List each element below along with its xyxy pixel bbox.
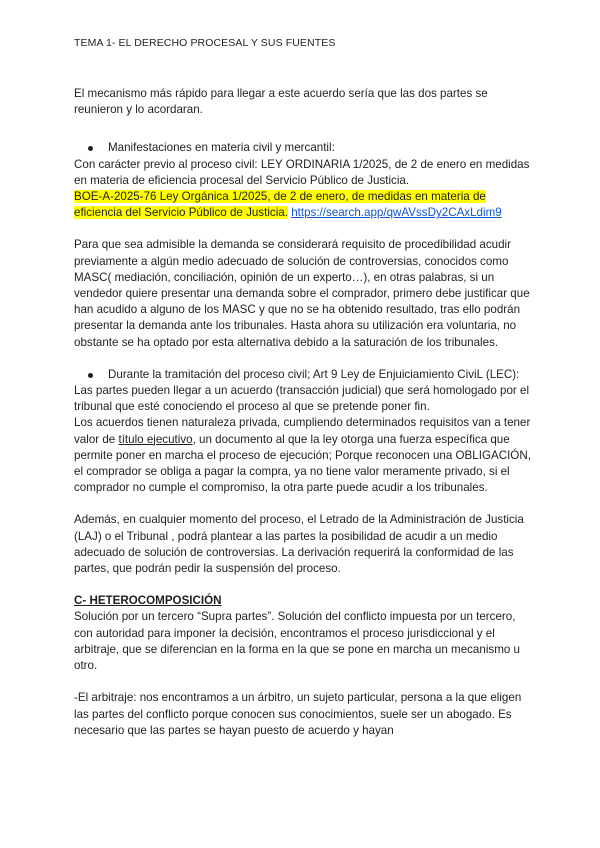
paragraph-partes: Las partes pueden llegar a un acuerdo (transacción judicial) que será homologado por el tribunal que esté conociendo el proceso al que se pretende poner fin. [74, 384, 530, 414]
paragraph-acuerdos [74, 415, 534, 496]
document-body [74, 86, 534, 739]
bullet-tramitacion [74, 367, 534, 383]
paragraph-ademas: Además, en cualquier momento del proceso, el Letrado de la Administración de Justicia (LAJ) o el Tribunal , podrá plantear a las partes la posibilidad de acudir a un medio adecuado de solución de controversias. La derivación requerirá la conformidad de las partes, que podrán pedir la suspensión del proceso. [74, 513, 524, 576]
titulo-ejecutivo: título ejecutivo [118, 432, 193, 446]
paragraph-admisible: Para que sea admisible la demanda se considerará requisito de procedibilidad acudir previamente a algún medio adecuado de solución de controversias, conocidos como MASC( mediación, conciliación, opinión de un experto…), en otras palabras, si un vendedor quiere presentar una demanda sobre el comprador, primero debe justificar que han acudido a alguno de los MASC y que no se ha obtenido resultado, tras ello podrán presentar la demanda ante los tribunales. Hasta ahora su utilización era voluntaria, no obstante se ha optado por esta alternativa debido a la saturación de los tribunales. [74, 238, 530, 349]
paragraph-solucion: Solución por un tercero “Supra partes”. Solución del conflicto impuesta por un tercero, con autoridad para imponer la decisión, encontramos el proceso jurisdiccional y el arbitraje, que se diferencian en la forma en la que se pone en marcha un mecanismo u otro. [74, 610, 520, 673]
bullet-civil-text: Manifestaciones en materia civil y mercantil: [108, 141, 335, 155]
bullet-civil-mercantil [74, 140, 534, 156]
heading-heterocomposicion: C- HETEROCOMPOSICIÓN [74, 594, 222, 608]
bullet-tramitacion-text: Durante la tramitación del proceso civil; Art 9 Ley de Enjuiciamiento CiviL (LEC): [108, 367, 520, 381]
paragraph-caracter-previo: Con carácter previo al proceso civil: LEY ORDINARIA 1/2025, de 2 de enero en medidas en materia de eficiencia procesal del Servicio Público de Justicia. [74, 157, 530, 187]
bullet-icon [88, 373, 93, 378]
bullet-icon [88, 146, 93, 151]
acuerdos-text-2: , un documento al que la ley otorga una fuerza específica que permite poner en marcha el proceso de ejecución; Porque reconocen una OBLIGACIÓN, el comprador se obliga a pagar la compra, ya no tiene valor meramente privado, si el comprador no cumple el compromiso, la otra parte puede acudir a los tribunales. [74, 432, 531, 495]
acuerdos-text-1: Los acuerdos tienen naturaleza privada, cumpliendo determinados requisitos van a tener valor de [74, 416, 531, 446]
paragraph-boe [74, 189, 534, 221]
highlighted-boe-text: BOE-A-2025-76 Ley Orgánica 1/2025, de 2 de enero, de medidas en materia de eficiencia del Servicio Público de Justicia. [74, 190, 486, 220]
paragraph-arbitraje: -El arbitraje: nos encontramos a un árbitro, un sujeto particular, persona a la que eligen las partes del conflicto porque conocen sus conocimientos, suele ser un abogado. Es necesario que las partes se hayan puesto de acuerdo y hayan [74, 691, 522, 737]
paragraph-mecanismo: El mecanismo más rápido para llegar a este acuerdo sería que las dos partes se reunieron y lo acordaran. [74, 87, 488, 117]
page-header: TEMA 1- EL DERECHO PROCESAL Y SUS FUENTES [74, 37, 336, 49]
boe-link[interactable]: https://search.app/qwAVssDy2CAxLdim9 [291, 206, 502, 220]
